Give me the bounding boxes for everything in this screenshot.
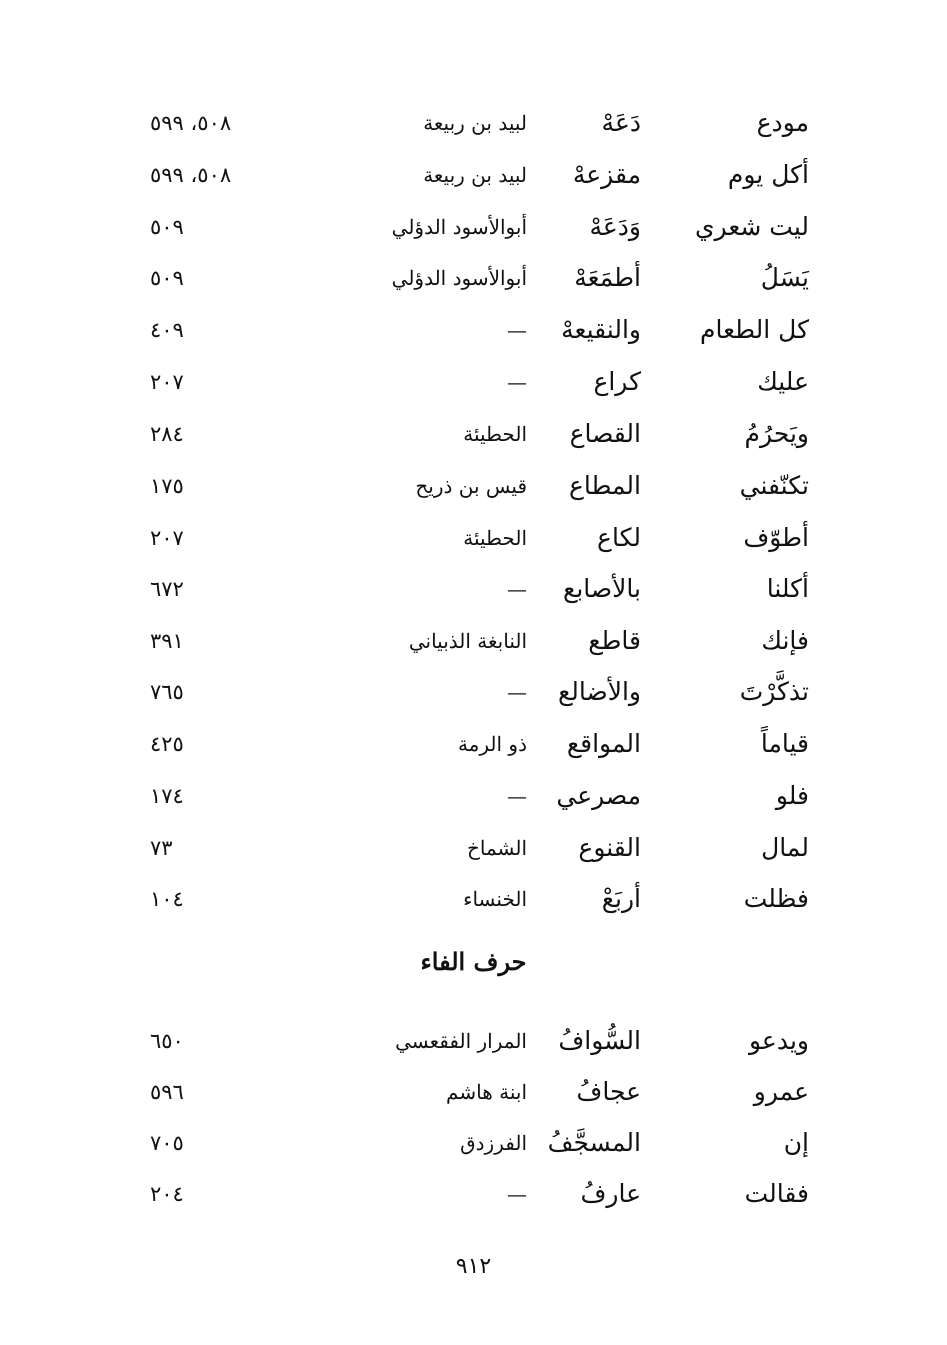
poet-name: المرار الفقعسي — [395, 1029, 527, 1053]
index-row — [0, 308, 947, 352]
rhyme-word: السُّوافُ — [558, 1026, 641, 1055]
index-row — [0, 256, 947, 300]
first-word: تذكَّرْتَ — [739, 677, 809, 706]
page-reference: ٤٠٩ — [150, 318, 184, 342]
index-row — [0, 101, 947, 145]
page-reference: ٧٦٥ — [150, 680, 184, 704]
rhyme-word: عارفُ — [580, 1179, 641, 1208]
poet-name: الفرزدق — [460, 1131, 527, 1155]
poet-name: الحطيئة — [463, 422, 527, 446]
rhyme-word: القصاع — [569, 419, 641, 448]
page-reference: ٢٠٧ — [150, 370, 184, 394]
rhyme-word: والنقيعهْ — [561, 315, 641, 344]
poet-name: لبيد بن ربيعة — [423, 111, 527, 135]
index-row — [0, 412, 947, 456]
poet-name: — — [507, 577, 527, 601]
first-word: أكلنا — [766, 574, 809, 603]
first-word: تكنّفني — [739, 471, 809, 500]
poet-name: الخنساء — [463, 887, 527, 911]
first-word: أكل يوم — [727, 160, 809, 189]
index-row — [0, 153, 947, 197]
first-word: كل الطعام — [699, 315, 809, 344]
page-reference: ٥٠٩ — [150, 215, 184, 239]
page-reference: ٤٢٥ — [150, 732, 184, 756]
page-reference: ٥٠٩ — [150, 266, 184, 290]
first-word: إن — [783, 1128, 809, 1157]
poet-name: — — [507, 680, 527, 704]
index-row — [0, 826, 947, 870]
rhyme-word: والأضالع — [557, 677, 641, 706]
index-row — [0, 1070, 947, 1114]
index-row — [0, 877, 947, 921]
poet-name: ذو الرمة — [457, 732, 527, 756]
rhyme-word: دَعَهْ — [601, 108, 641, 137]
poet-name: لبيد بن ربيعة — [423, 163, 527, 187]
rhyme-word: مقزعهْ — [572, 160, 641, 189]
rhyme-word: قاطع — [588, 626, 641, 655]
first-word: ويدعو — [749, 1026, 809, 1055]
page-reference: ٥٠٨، ٥٩٩ — [150, 163, 232, 187]
index-row — [0, 1121, 947, 1165]
rhyme-word: المطاع — [568, 471, 641, 500]
index-row — [0, 516, 947, 560]
index-row — [0, 722, 947, 766]
index-row — [0, 567, 947, 611]
first-word: قياماً — [760, 729, 809, 758]
poet-name: الحطيئة — [463, 526, 527, 550]
section-heading: حرف الفاء — [420, 947, 527, 976]
rhyme-word: أربَعْ — [601, 884, 641, 913]
first-word: عليك — [757, 367, 809, 396]
index-row — [0, 619, 947, 663]
rhyme-word: أطمَعَهْ — [574, 263, 641, 292]
poet-name: — — [507, 318, 527, 342]
poet-name: النابغة الذبياني — [408, 629, 527, 653]
poet-name: قيس بن ذريح — [415, 474, 527, 498]
page-number: ٩١٢ — [455, 1254, 492, 1279]
page-reference: ٥٩٦ — [150, 1080, 184, 1104]
rhyme-word: لكاع — [597, 523, 641, 552]
first-word: ويَحرُمُ — [744, 419, 809, 448]
page-reference: ٧٣ — [150, 836, 173, 860]
page-reference: ١٧٥ — [150, 474, 184, 498]
first-word: أطوّف — [743, 523, 809, 552]
index-row — [0, 1019, 947, 1063]
page-reference: ١٠٤ — [150, 887, 184, 911]
poet-name: أبوالأسود الدؤلي — [391, 266, 527, 290]
rhyme-word: المواقع — [566, 729, 641, 758]
page-reference: ٢٨٤ — [150, 422, 184, 446]
rhyme-word: عجافُ — [576, 1077, 641, 1106]
first-word: فظلت — [743, 884, 809, 913]
page-reference: ٦٧٢ — [150, 577, 184, 601]
rhyme-word: المسجَّفُ — [547, 1128, 641, 1157]
poet-name: الشماخ — [466, 836, 527, 860]
page-reference: ٢٠٤ — [150, 1182, 184, 1206]
page-reference: ٣٩١ — [150, 629, 184, 653]
poet-name: ابنة هاشم — [446, 1080, 527, 1104]
first-word: فقالت — [744, 1179, 809, 1208]
poet-name: — — [507, 784, 527, 808]
index-row — [0, 1172, 947, 1216]
first-word: مودع — [756, 108, 809, 137]
poet-name: أبوالأسود الدؤلي — [391, 215, 527, 239]
index-row — [0, 464, 947, 508]
page-reference: ٢٠٧ — [150, 526, 184, 550]
rhyme-word: وَدَعَهْ — [589, 212, 641, 241]
rhyme-word: بالأصابع — [563, 574, 641, 603]
index-row — [0, 670, 947, 714]
rhyme-word: القنوع — [578, 833, 641, 862]
first-word: ليت شعري — [694, 212, 809, 241]
first-word: لمال — [761, 833, 809, 862]
poet-name: — — [507, 1182, 527, 1206]
page-reference: ١٧٤ — [150, 784, 184, 808]
first-word: يَسَلُ — [760, 263, 809, 292]
first-word: عمرو — [753, 1077, 809, 1106]
poet-name: — — [507, 370, 527, 394]
first-word: فلو — [775, 781, 809, 810]
rhyme-word: كراع — [593, 367, 641, 396]
page-reference: ٦٥٠ — [150, 1029, 184, 1053]
rhyme-word: مصرعي — [556, 781, 641, 810]
first-word: فإنك — [761, 626, 809, 655]
page-reference: ٥٠٨، ٥٩٩ — [150, 111, 232, 135]
index-row — [0, 205, 947, 249]
page-reference: ٧٠٥ — [150, 1131, 184, 1155]
index-row — [0, 774, 947, 818]
index-row — [0, 360, 947, 404]
